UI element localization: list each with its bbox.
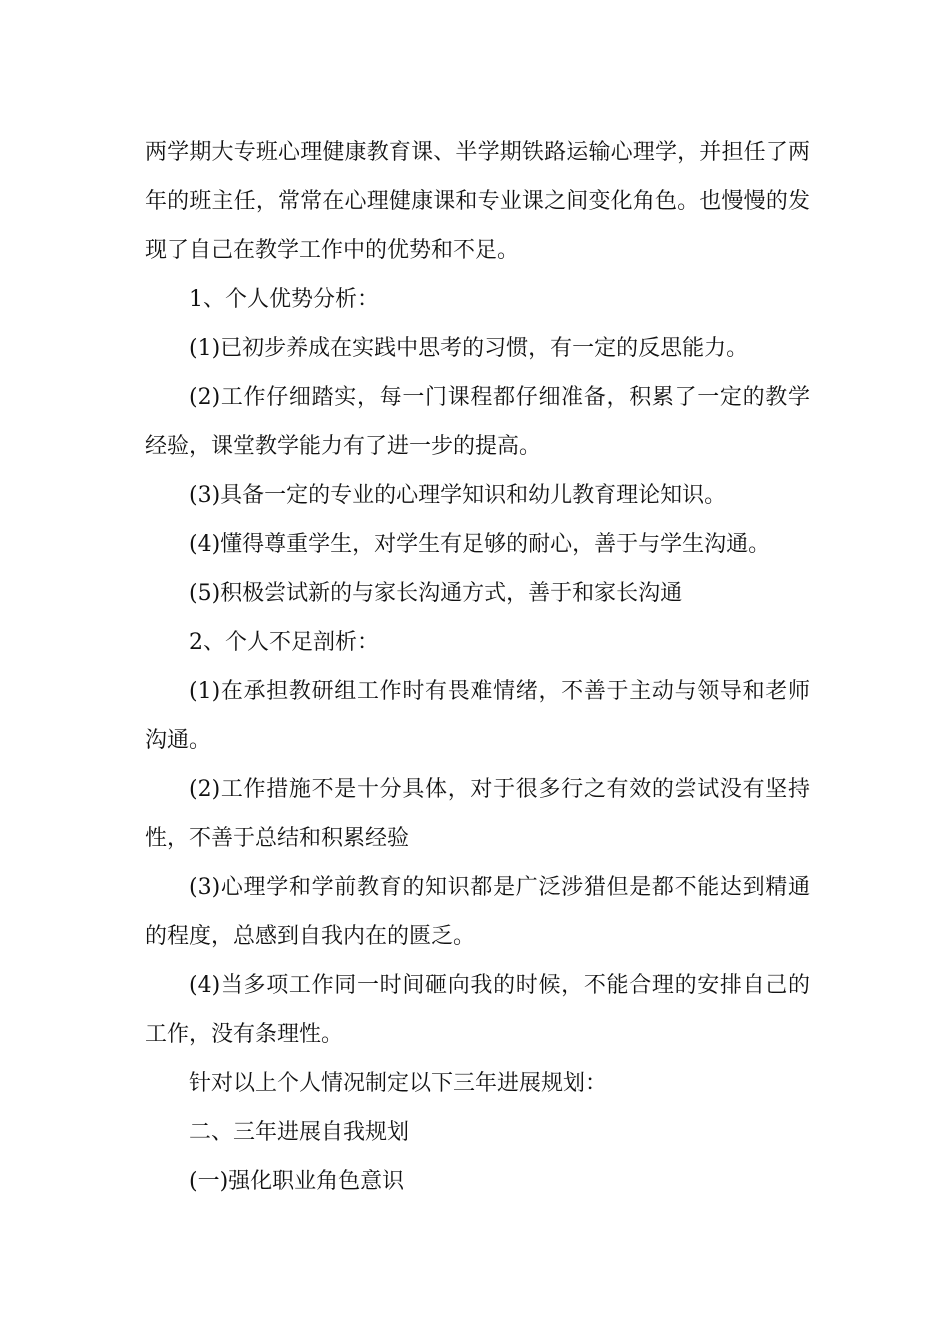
heading-weaknesses: 2、个人不足剖析： — [189, 630, 379, 655]
section-heading: 二、三年进展自我规划 — [189, 1120, 410, 1145]
list-item: (4)当多项工作同一时间砸向我的时候，不能合理的安排自己的工作，没有条理性。 — [145, 973, 810, 1047]
heading-strengths: 1、个人优势分析： — [189, 287, 379, 312]
list-item: (1)已初步养成在实践中思考的习惯，有一定的反思能力。 — [189, 336, 749, 361]
paragraph-transition: 针对以上个人情况制定以下三年进展规划： — [189, 1071, 608, 1096]
list-item: (2)工作仔细踏实，每一门课程都仔细准备，积累了一定的教学经验，课堂教学能力有了进一步的提高。 — [145, 385, 810, 459]
list-item: (1)在承担教研组工作时有畏难情绪，不善于主动与领导和老师沟通。 — [145, 679, 810, 753]
paragraph-intro: 两学期大专班心理健康教育课、半学期铁路运输心理学，并担任了两年的班主任，常常在心理健康课和专业课之间变化角色。也慢慢的发现了自己在教学工作中的优势和不足。 — [145, 140, 810, 263]
list-item: (3)具备一定的专业的心理学知识和幼儿教育理论知识。 — [189, 483, 727, 508]
list-item: (2)工作措施不是十分具体，对于很多行之有效的尝试没有坚持性，不善于总结和积累经验 — [145, 777, 810, 851]
list-item: (5)积极尝试新的与家长沟通方式，善于和家长沟通 — [189, 581, 683, 606]
subsection-heading: (一)强化职业角色意识 — [189, 1169, 405, 1194]
document-page — [145, 128, 810, 1206]
list-item: (4)懂得尊重学生，对学生有足够的耐心，善于与学生沟通。 — [189, 532, 771, 557]
list-item: (3)心理学和学前教育的知识都是广泛涉猎但是都不能达到精通的程度，总感到自我内在的匮乏。 — [145, 875, 810, 949]
